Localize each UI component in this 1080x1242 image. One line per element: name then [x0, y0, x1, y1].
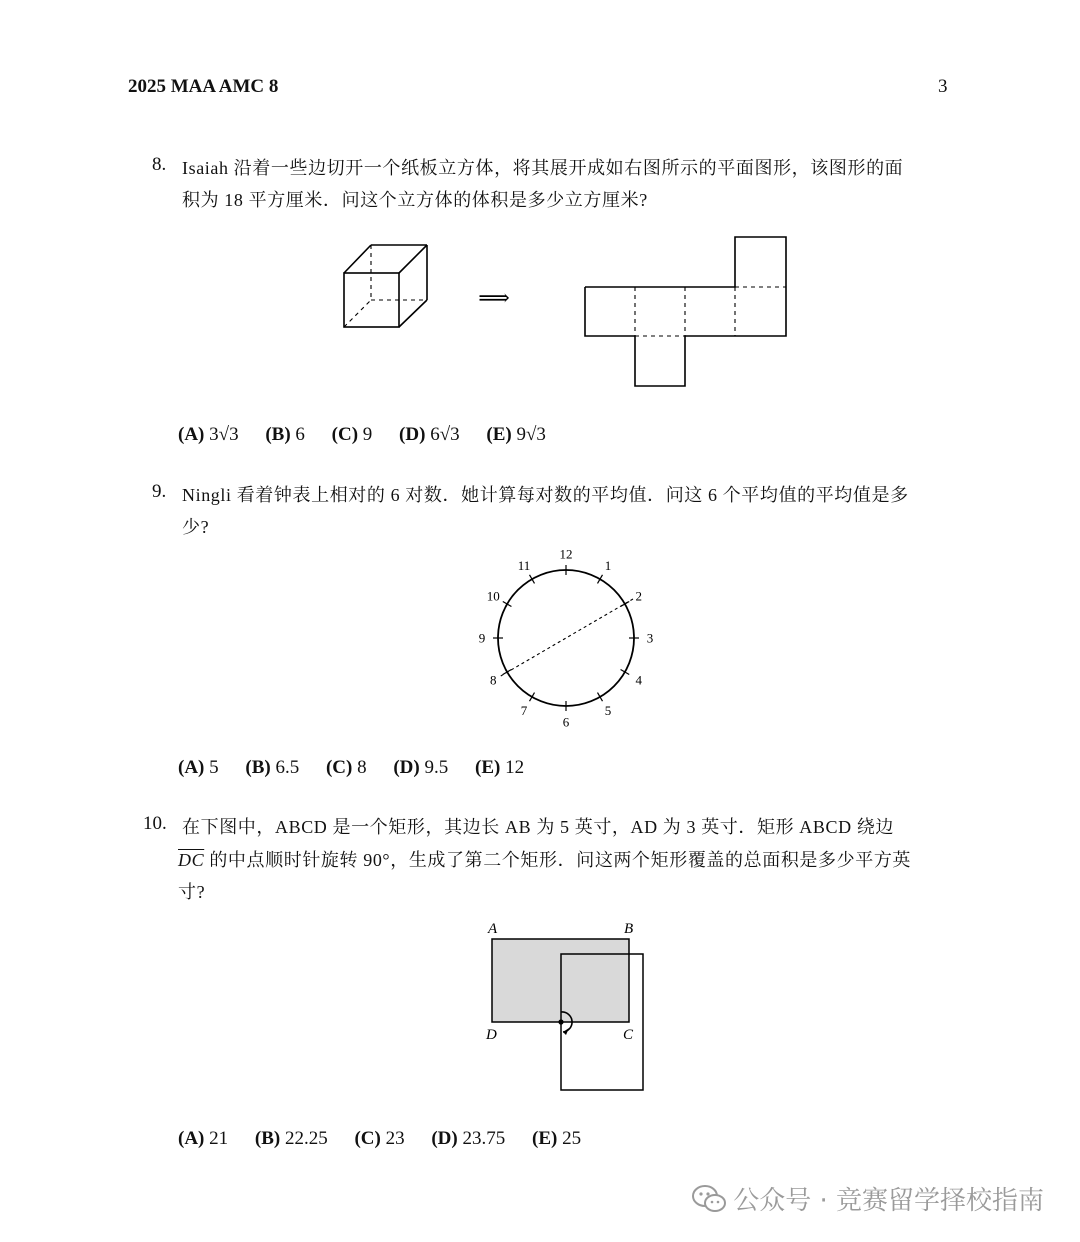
q10-choice-e[interactable]: (E) 25 — [532, 1128, 582, 1149]
label-c: C — [623, 1027, 634, 1043]
wechat-icon — [691, 1184, 727, 1214]
clock-number: 2 — [635, 588, 642, 604]
q10-choice-a[interactable]: (A) 21 — [178, 1128, 229, 1149]
q9-choice-e[interactable]: (E) 12 — [475, 757, 525, 778]
page-header-title: 2025 MAA AMC 8 — [128, 76, 279, 97]
clock-number: 10 — [486, 588, 500, 604]
q8-choices — [178, 424, 568, 446]
q8-choice-e[interactable]: (E) 9√3 — [486, 424, 546, 445]
clock-number: 12 — [559, 546, 573, 562]
q10-text-line3: 寸? — [178, 882, 206, 902]
clock-number: 8 — [490, 672, 497, 688]
clock-number: 7 — [520, 703, 528, 719]
q9-choices — [178, 757, 546, 779]
q10-choice-d[interactable]: (D) 23.75 — [431, 1128, 506, 1149]
label-a: A — [488, 921, 498, 937]
implies-arrow: ⟹ — [478, 285, 510, 310]
q10-number: 10. — [143, 813, 167, 834]
clock-number: 4 — [635, 672, 642, 688]
clock-number: 6 — [562, 714, 570, 730]
q10-text-line2: $\overline{DC}$ 的中点顺时针旋转 90°，生成了第二个矩形．问这两个矩形覆盖的总面积是多少平方英 — [178, 850, 912, 870]
q9-text-line2: 少? — [182, 517, 210, 537]
q9-choice-a[interactable]: (A) 5 — [178, 757, 219, 778]
clock-number: 3 — [646, 630, 654, 646]
q8-choice-a[interactable]: (A) 3√3 — [178, 424, 239, 445]
q9-choice-c[interactable]: (C) 8 — [325, 757, 367, 778]
rotation-arrowhead — [563, 1028, 569, 1035]
watermark: 公众号 · 竞赛留学择校指南 — [691, 1180, 1044, 1217]
q8-text-line1: Isaiah 沿着一些边切开一个纸板立方体，将其展开成如右图所示的平面图形，该图形的面 — [182, 158, 904, 178]
q8-choice-b[interactable]: (B) 6 — [265, 424, 305, 445]
q9-choice-d[interactable]: (D) 9.5 — [393, 757, 449, 778]
page-number: 3 — [938, 76, 948, 97]
q8-text-line2: 积为 18 平方厘米．问这个立方体的体积是多少立方厘米? — [182, 190, 648, 210]
q9-number: 9. — [152, 481, 167, 502]
q8-number: 8. — [152, 154, 167, 175]
rotation-center — [558, 1019, 563, 1024]
cube-net-drawing — [585, 237, 786, 386]
clock-number: 11 — [517, 557, 531, 573]
q8-choice-d[interactable]: (D) 6√3 — [399, 424, 460, 445]
q9-clock-figure — [470, 545, 670, 730]
q10-choice-b[interactable]: (B) 22.25 — [254, 1128, 328, 1149]
q10-text-line1: 在下图中，ABCD 是一个矩形，其边长 AB 为 5 英寸，AD 为 3 英寸．矩形 ABCD 绕边 — [182, 817, 895, 837]
q10-choice-c[interactable]: (C) 23 — [354, 1128, 405, 1149]
q8-choice-c[interactable]: (C) 9 — [331, 424, 373, 445]
clock-number: 9 — [478, 630, 486, 646]
q8-cube-net-figure — [330, 225, 810, 400]
cube-drawing — [344, 245, 427, 327]
clock-face — [498, 570, 634, 706]
q10-choices — [178, 1128, 603, 1150]
clock-number: 5 — [604, 703, 612, 719]
q9-choice-b[interactable]: (B) 6.5 — [245, 757, 300, 778]
label-b: B — [624, 921, 634, 937]
diameter-2-to-8 — [499, 599, 633, 677]
q10-rectangles-figure — [480, 915, 660, 1095]
q9-text-line1: Ningli 看着钟表上相对的 6 对数．她计算每对数的平均值．问这 6 个平均值的平均值是多 — [182, 485, 909, 505]
segment-dc: $\overline{DC}$ — [178, 850, 205, 870]
label-d: D — [486, 1027, 497, 1043]
clock-ticks — [493, 565, 639, 711]
clock-number: 1 — [604, 557, 612, 573]
